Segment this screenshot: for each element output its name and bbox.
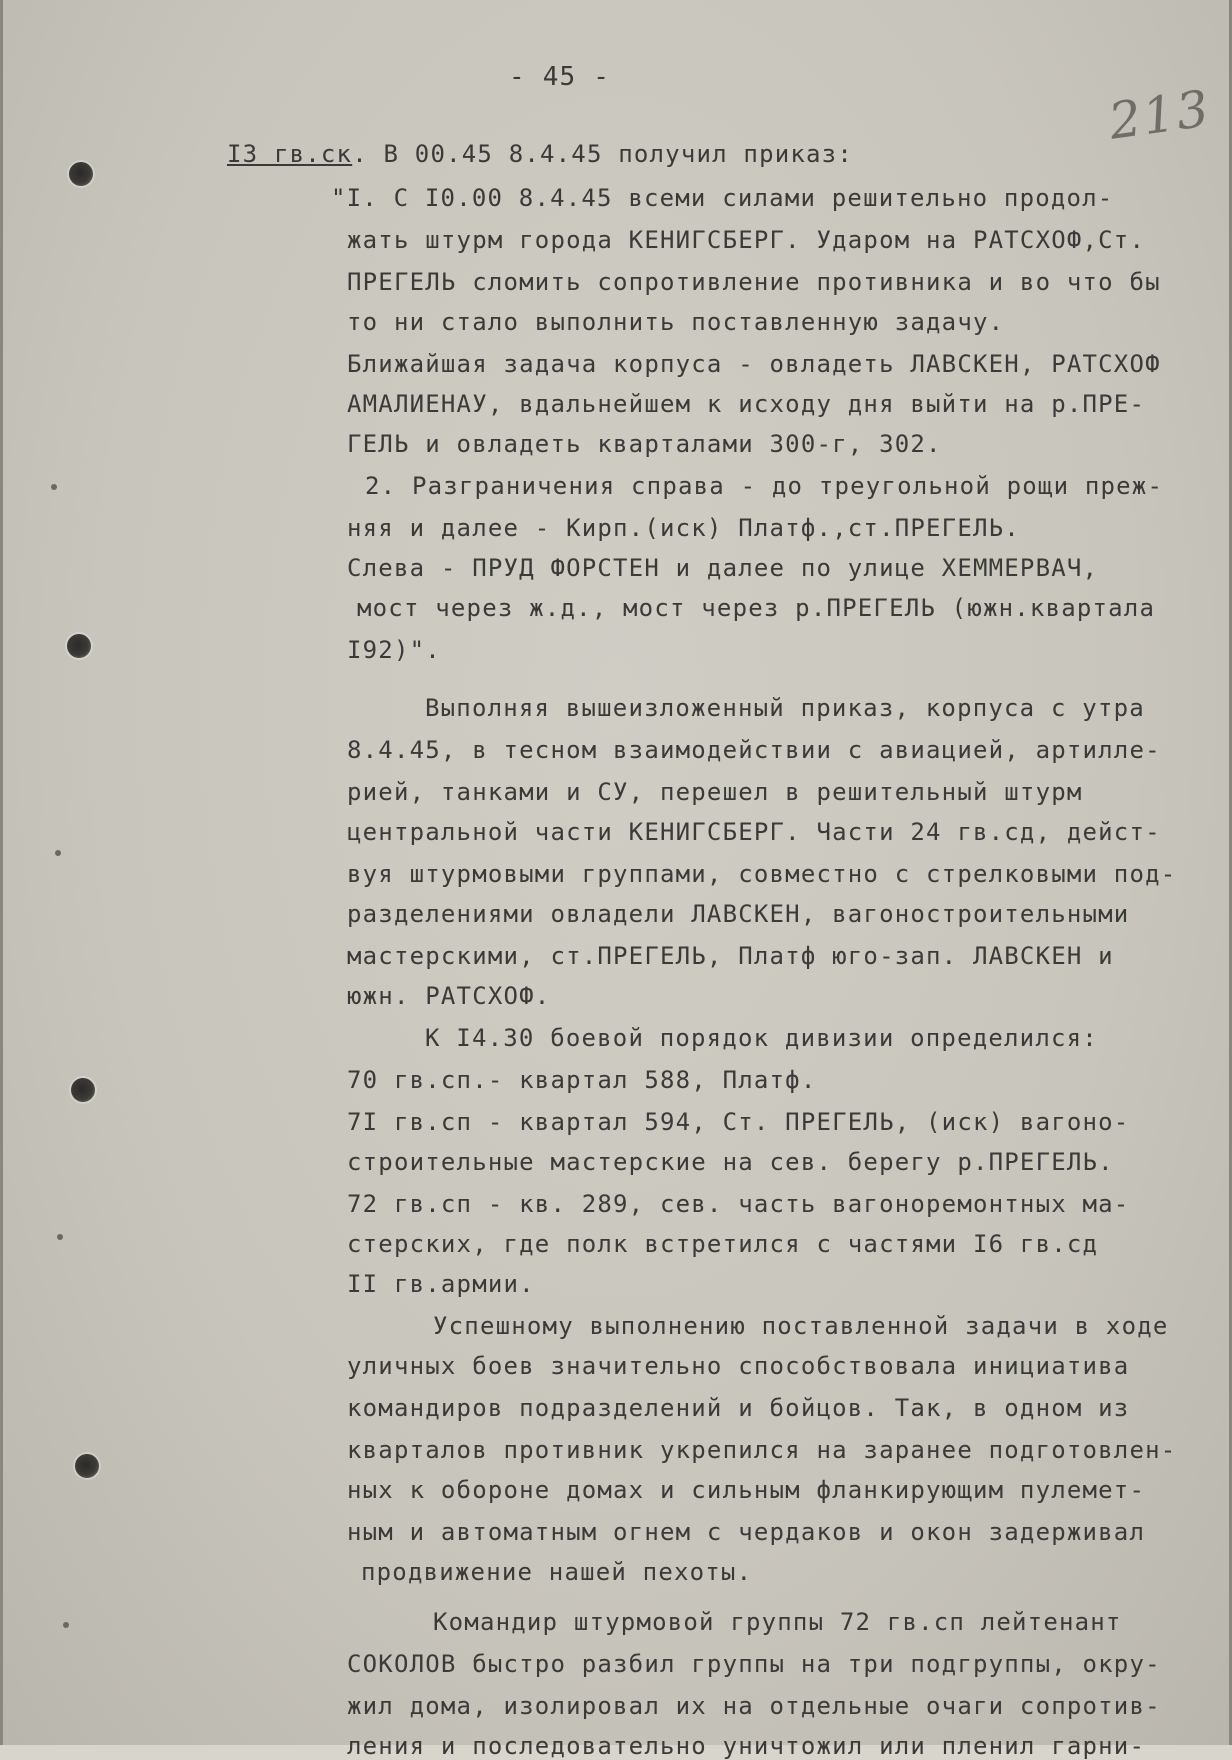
- order-line: няя и далее - Кирп.(иск) Платф.,ст.ПРЕГЕЛЬ.: [347, 514, 1020, 542]
- header-intro: . В 00.45 8.4.45 получил приказ:: [352, 140, 853, 168]
- order-line: Слева - ПРУД ФОРСТЕН и далее по улице ХЕММЕРВАЧ,: [347, 554, 1099, 582]
- order-line: 2. Разграничения справа - до треугольной рощи преж-: [365, 472, 1164, 500]
- order-line: ПРЕГЕЛЬ сломить сопротивление противника и во что бы: [347, 268, 1161, 296]
- body-line: уличных боев значительно способствовала инициатива: [347, 1352, 1130, 1380]
- body-line: Командир штурмовой группы 72 гв.сп лейтенант: [433, 1608, 1122, 1636]
- body-line: 8.4.45, в тесном взаимодействии с авиацией, артилле-: [347, 736, 1161, 764]
- body-line: II гв.армии.: [347, 1270, 535, 1298]
- binder-hole: [71, 1078, 95, 1102]
- body-line: продвижение нашей пехоты.: [361, 1558, 753, 1586]
- unit-designation: I3 гв.ск: [227, 140, 353, 168]
- binder-hole: [69, 162, 93, 186]
- edge-mark: [55, 850, 61, 856]
- order-line: I92)".: [347, 636, 441, 664]
- order-line: то ни стало выполнить поставленную задачу.: [347, 308, 1005, 336]
- order-line: ГЕЛЬ и овладеть кварталами 300-г, 302.: [347, 430, 942, 458]
- report-header: [227, 140, 853, 168]
- body-line: разделениями овладели ЛАВСКЕН, вагоностроительными: [347, 900, 1130, 928]
- binder-hole: [67, 634, 91, 658]
- body-line: ным и автоматным огнем с чердаков и окон задерживал: [347, 1518, 1146, 1546]
- order-line: мост через ж.д., мост через р.ПРЕГЕЛЬ (южн.квартала: [357, 594, 1156, 622]
- body-line: центральной части КЕНИГСБЕРГ. Части 24 гв.сд, дейст-: [347, 818, 1161, 846]
- body-line: К I4.30 боевой порядок дивизии определился:: [425, 1024, 1098, 1052]
- body-line: строительные мастерские на сев. берегу р.ПРЕГЕЛЬ.: [347, 1148, 1114, 1176]
- body-line: 7I гв.сп - квартал 594, Ст. ПРЕГЕЛЬ, (иск) вагоно-: [347, 1108, 1130, 1136]
- edge-mark: [63, 1622, 69, 1628]
- body-line: рией, танками и СУ, перешел в решительный штурм: [347, 778, 1083, 806]
- body-line: Выполняя вышеизложенный приказ, корпуса с утра: [425, 694, 1145, 722]
- body-line: южн. РАТСХОФ.: [347, 982, 551, 1010]
- body-line: мастерскими, ст.ПРЕГЕЛЬ, Платф юго-зап. ЛАВСКЕН и: [347, 942, 1114, 970]
- body-line: Успешному выполнению поставленной задачи в ходе: [433, 1312, 1169, 1340]
- archive-folio-number: 213: [1105, 79, 1214, 151]
- edge-mark: [57, 1234, 63, 1240]
- body-line: стерских, где полк встретился с частями I6 гв.сд: [347, 1230, 1099, 1258]
- body-line: СОКОЛОВ быстро разбил группы на три подгруппы, окру-: [347, 1650, 1161, 1678]
- edge-mark: [51, 484, 57, 490]
- body-line: кварталов противник укрепился на заранее подготовлен-: [347, 1436, 1177, 1464]
- body-line: вуя штурмовыми группами, совместно с стрелковыми под-: [347, 860, 1177, 888]
- body-line: 72 гв.сп - кв. 289, сев. часть вагоноремонтных ма-: [347, 1190, 1130, 1218]
- binder-hole: [75, 1454, 99, 1478]
- order-line: жать штурм города КЕНИГСБЕРГ. Ударом на РАТСХОФ,Ст.: [347, 226, 1146, 254]
- body-line: 70 гв.сп.- квартал 588, Платф.: [347, 1066, 817, 1094]
- body-line: жил дома, изолировал их на отдельные очаги сопротив-: [347, 1692, 1161, 1720]
- order-line: Ближайшая задача корпуса - овладеть ЛАВСКЕН, РАТСХОФ: [347, 350, 1161, 378]
- page-number: - 45 -: [509, 62, 611, 92]
- order-line: "I. С I0.00 8.4.45 всеми силами решительно продол-: [331, 184, 1114, 212]
- order-line: АМАЛИЕНАУ, вдальнейшем к исходу дня выйти на р.ПРЕ-: [347, 390, 1146, 418]
- body-line: ных к обороне домах и сильным фланкирующим пулемет-: [347, 1476, 1146, 1504]
- body-line: ления и последовательно уничтожил или пленил гарни-: [347, 1732, 1146, 1760]
- body-line: командиров подразделений и бойцов. Так, в одном из: [347, 1394, 1130, 1422]
